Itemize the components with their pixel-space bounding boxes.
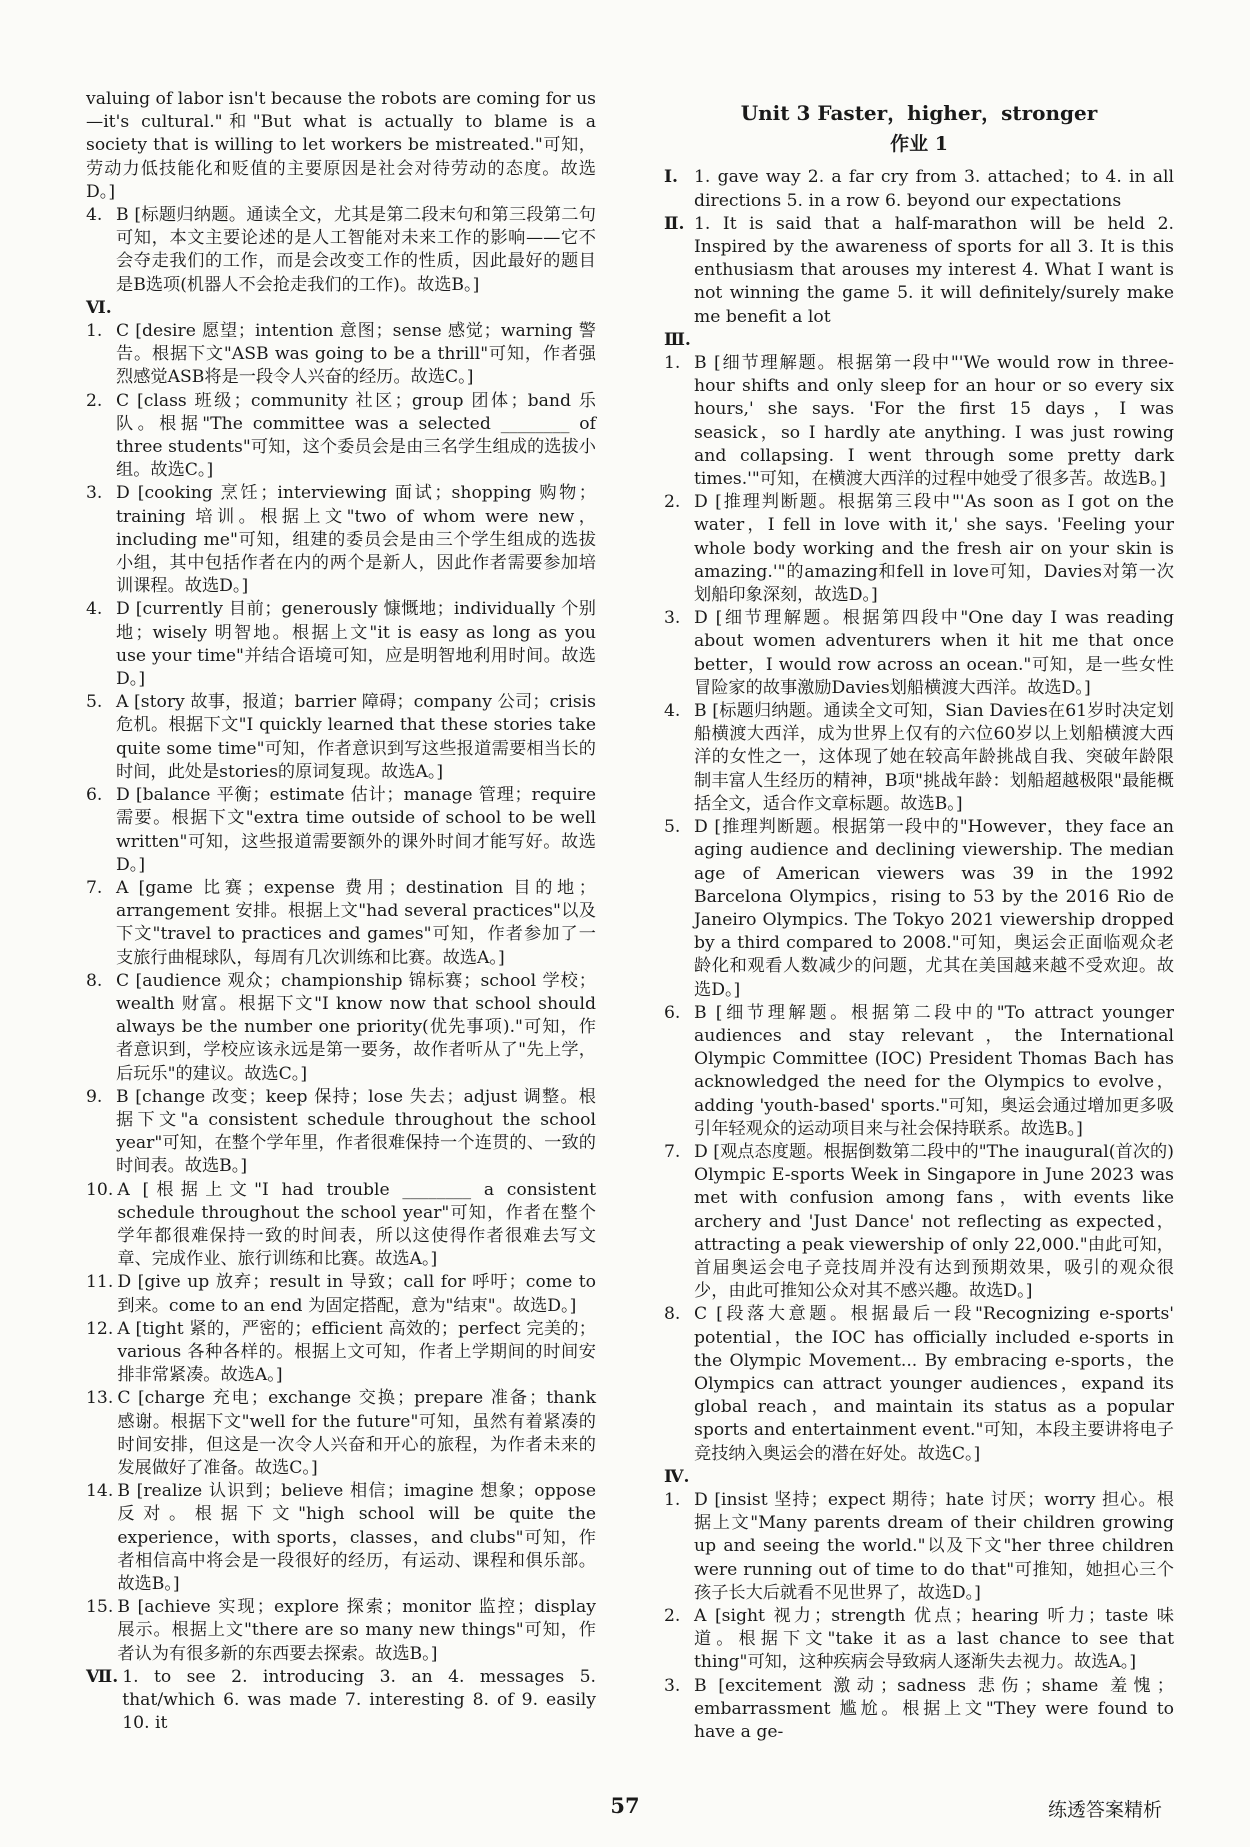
section-heading-7: Ⅶ.	[86, 1666, 119, 1687]
item-number: 3.	[664, 1675, 681, 1696]
item-number: 1.	[86, 321, 103, 342]
answer-item	[664, 607, 1174, 700]
answer-item	[86, 1318, 596, 1388]
item-text: D [give up 放弃；result in 导致；call for 呼吁；come to 到来。come to an end 为固定搭配，意为"结束"。故选D。]	[117, 1272, 596, 1316]
item-text: D [balance 平衡；estimate 估计；manage 管理；require 需要。根据下文"extra time outside of school to be well written"可知，这些报道需要额外的课外时间才能写好。故选D。]	[116, 785, 596, 875]
answer-item	[86, 1387, 596, 1480]
item-text: B [excitement 激动；sadness 悲伤；shame 羞愧；embarrassment 尴尬。根据上文"They were found to have a ge-	[694, 1675, 1174, 1743]
answer-item	[86, 204, 596, 297]
item-text: D [cooking 烹饪；interviewing 面试；shopping 购物；training 培训。根据上文"two of whom were new，including me"可知，组建的委员会是由三个学生组成的选拔小组，其中包括作者在内的两个是新人，因此作者需要参加培训课程。故选D。]	[116, 483, 596, 597]
item-text: D [insist 坚持；expect 期待；hate 讨厌；worry 担心。根据上文"Many parents dream of their children growing up and seeing the world."以及下文"her three children were running out of time to do that"可推知，她担心三个孩子长大后就看不见世界了，故选D。]	[694, 1489, 1174, 1603]
answer-item	[86, 320, 596, 390]
section-1	[664, 166, 1174, 212]
item-text: D [currently 目前；generously 慷慨地；individually 个别地；wisely 明智地。根据上文"it is easy as long as you use your time"并结合语境可知，应是明智地利用时间。故选D。]	[116, 599, 596, 690]
answer-item	[664, 1675, 1174, 1745]
answer-item	[664, 700, 1174, 816]
item-text: B [标题归纳题。通读全文，尤其是第二段末句和第三段第二句可知，本文主要论述的是人工智能对未来工作的影响——它不会夺走我们的工作，而是会改变工作的性质，因此最好的题目是B选项(机器人不会抢走我们的工作)。故选B。]	[116, 205, 596, 295]
answer-item	[86, 784, 596, 877]
item-number: 15.	[86, 1597, 114, 1618]
item-text: B [change 改变；keep 保持；lose 失去；adjust 调整。根据下文"a consistent schedule throughout the school year"可知，在整个学年里，作者很难保持一个连贯的、一致的时间表。故选B。]	[116, 1086, 596, 1177]
item-number: 4.	[86, 599, 103, 620]
answer-item	[86, 598, 596, 691]
item-number: 1.	[664, 353, 681, 374]
item-number: 10.	[86, 1179, 114, 1200]
item-number: 12.	[86, 1318, 114, 1339]
answer-item	[664, 1002, 1174, 1141]
item-number: 2.	[86, 390, 103, 411]
item-text: B [标题归纳题。通读全文可知，Sian Davies在61岁时决定划船横渡大西洋，成为世界上仅有的六位60岁以上划船横渡大西洋的女性之一，这体现了她在较高年龄挑战自我、突破年龄限制丰富人生经历的精神，B项"挑战年龄：划船超越极限"最能概括全文，适合作文章标题。故选B。]	[694, 701, 1174, 814]
section-heading-2: Ⅱ.	[664, 213, 685, 234]
answer-item	[664, 1141, 1174, 1303]
answer-item	[86, 1086, 596, 1179]
item-text: B [achieve 实现；explore 探索；monitor 监控；display 展示。根据上文"there are so many new things"可知，作者认为有很多新的东西要去探索。故选B。]	[117, 1597, 596, 1664]
item-number: 6.	[664, 1002, 681, 1023]
section-heading-1: Ⅰ.	[664, 167, 679, 188]
item-text: A [sight 视力；strength 优点；hearing 听力；taste 味道。根据下文"take it as a last chance to see that thing"可知，这种疾病会导致病人逐渐失去视力。故选A。]	[694, 1606, 1174, 1673]
answer-item	[86, 1480, 596, 1596]
item-number: 4.	[664, 701, 681, 722]
item-number: 11.	[86, 1272, 114, 1293]
left-column	[86, 88, 596, 1735]
item-text: A [story 故事，报道；barrier 障碍；company 公司；crisis 危机。根据下文"I quickly learned that these stories take quite some time"可知，作者意识到写这些报道需要相当长的时间，此处是stories的原词复现。故选A。]	[116, 692, 596, 782]
footer-text: 练透答案精析	[1047, 1799, 1162, 1821]
item-number: 2.	[664, 1606, 681, 1626]
item-number: 2.	[664, 492, 681, 513]
answer-item	[86, 1271, 596, 1317]
item-text: C [charge 充电；exchange 交换；prepare 准备；thank 感谢。根据下文"well for the future"可知，虽然有着紧凑的时间安排，但这是一次令人兴奋和开心的旅程，为作者未来的发展做好了准备。故选C。]	[117, 1388, 596, 1478]
section-heading-3: Ⅲ.	[664, 329, 691, 350]
item-text: D [推理判断题。根据第一段中的"However，they face an aging audience and declining viewership. The median age of American viewers was 39 in the 1992 Barcelona Olympics，rising to 53 by the 2016 Rio de Janeiro Olympics. The Tokyo 2021 viewership dropped by a third compared to 2008."可知，奥运会正面临观众老龄化和观看人数减少的问题，尤其在美国越来越不受欢迎。故选D。]	[694, 817, 1174, 1000]
item-number: 5.	[664, 817, 681, 838]
section-2-answers: 1. It is said that a half-marathon will be held 2. Inspired by the awareness of sports for all 3. It is this enthusiasm that arouses my interest 4. What I want is not winning the game 5. it will definitely/surely make me benefit a lot	[694, 213, 1174, 327]
answer-item	[664, 1303, 1174, 1465]
intro-paragraph: valuing of labor isn't because the robots are coming for us—it's cultural."和"But what is actually to blame is a society that is willing to let workers be mistreated."可知，劳动力低技能化和贬值的主要原因是社会对待劳动的态度。故选D。]	[86, 89, 596, 202]
item-text: C [desire 愿望；intention 意图；sense 感觉；warning 警告。根据下文"ASB was going to be a thrill"可知，作者强烈感觉ASB将是一段令人兴奋的经历。故选C。]	[116, 321, 596, 388]
item-text: A [game 比赛；expense 费用；destination 目的地；arrangement 安排。根据上文"had several practices"以及下文"travel to practices and games"可知，作者参加了一支旅行曲棍球队，每周有几次训练和比赛。故选A。]	[116, 877, 596, 968]
item-number: 7.	[664, 1141, 681, 1162]
page-number: 57	[610, 1793, 640, 1818]
answer-item	[664, 816, 1174, 1002]
item-text: B [细节理解题。根据第二段中的"To attract younger audiences and stay relevant，the International Olympic Committee (IOC) President Thomas Bach has acknowledged the need for the Olympics to evolve，adding 'youth-based' sports."可知，奥运会通过增加更多吸引年轻观众的运动项目来与社会保持联系。故选B。]	[694, 1002, 1174, 1139]
answer-item	[664, 1489, 1174, 1605]
item-text: C [audience 观众；championship 锦标赛；school 学校；wealth 财富。根据下文"I know now that school should always be the number one priority(优先事项)."可知，作者意识到，学校应该永远是第一要务，故作者听从了"先上学，后玩乐"的建议。故选C。]	[116, 970, 596, 1084]
answer-item	[664, 1605, 1174, 1675]
item-text: D [细节理解题。根据第四段中"One day I was reading about women adventurers when it hit me that once better，I would row across an ocean."可知，是一些女性冒险家的故事激励Davies划船横渡大西洋。故选D。]	[694, 608, 1174, 698]
section-7-answers: 1. to see 2. introducing 3. an 4. messages 5. that/which 6. was made 7. interesting 8. of 9. easily 10. it	[122, 1666, 596, 1734]
answer-item	[86, 691, 596, 784]
item-number: 7.	[86, 877, 103, 898]
item-number: 8.	[664, 1304, 681, 1325]
right-column	[664, 88, 1174, 1744]
answer-item	[664, 352, 1174, 491]
item-text: D [观点态度题。根据倒数第二段中的"The inaugural(首次的) Olympic E-sports Week in Singapore in June 2023 was met with confusion among fans，with events like archery and 'Just Dance' not reflecting as expected，attracting a peak viewership of only 22,000."由此可知，首届奥运会电子竞技周并没有达到预期效果，吸引的观众很少，由此可推知公众对其不感兴趣。故选D。]	[694, 1141, 1174, 1302]
item-text: A [tight 紧的，严密的；efficient 高效的；perfect 完美的；various 各种各样的。根据上文可知，作者上学期间的时间安排非常紧凑。故选A。]	[117, 1318, 596, 1386]
item-number: 3.	[664, 608, 681, 629]
item-text: C [class 班级；community 社区；group 团体；band 乐队。根据"The committee was a selected ________ of three students"可知，这个委员会是由三名学生组成的选拔小组。故选C。]	[116, 390, 596, 481]
item-number: 5.	[86, 692, 103, 713]
item-text: B [realize 认识到；believe 相信；imagine 想象；oppose 反对。根据下文"high school will be quite the experience，with sports，classes，and clubs"可知，作者相信高中将会是一段很好的经历，有运动、课程和俱乐部。故选B。]	[117, 1481, 596, 1594]
unit-title: Unit 3 Faster，higher，stronger	[740, 101, 1098, 125]
homework-title: 作业 1	[890, 133, 948, 156]
answer-item	[86, 970, 596, 1086]
answer-item	[86, 1596, 596, 1666]
section-heading-6: Ⅵ.	[86, 297, 112, 318]
section-7	[86, 1666, 596, 1736]
item-number: 13.	[86, 1388, 114, 1409]
item-number: 14.	[86, 1481, 114, 1502]
item-number: 4.	[86, 205, 103, 226]
answer-item	[86, 390, 596, 483]
answer-item	[664, 491, 1174, 607]
answer-item	[86, 877, 596, 970]
answer-item	[86, 1179, 596, 1272]
section-2	[664, 213, 1174, 329]
item-text: B [细节理解题。根据第一段中"'We would row in three-hour shifts and only sleep for an hour or so every six hours,' she says. 'For the first 15 days，I was seasick，so I hardly ate anything. I was just rowing and collapsing. I went through some pretty dark times.'"可知，在横渡大西洋的过程中她受了很多苦。故选B。]	[694, 353, 1174, 490]
item-number: 6.	[86, 785, 103, 806]
item-text: C [段落大意题。根据最后一段"Recognizing e-sports' potential，the IOC has officially included e-sports in the Olympic Movement... By embracing e-sports，the Olympics can attract younger audiences，expand its global reach，and maintain its status as a popular sports and entertainment event."可知，本段主要讲将电子竞技纳入奥运会的潜在好处。故选C。]	[694, 1304, 1174, 1464]
item-text: A [根据上文"I had trouble ________ a consistent schedule throughout the school year"可知，作者在整个学年都很难保持一致的时间表，所以这使得作者很难去写文章、完成作业、旅行训练和比赛。故选A。]	[117, 1179, 596, 1270]
item-number: 1.	[664, 1489, 681, 1510]
section-1-answers: 1. gave way 2. a far cry from 3. attached；to 4. in all directions 5. in a row 6. beyond our expectations	[694, 167, 1174, 211]
item-number: 8.	[86, 970, 103, 991]
item-number: 9.	[86, 1086, 103, 1107]
answer-item	[86, 482, 596, 598]
item-text: D [推理判断题。根据第三段中"'As soon as I got on the water，I fell in love with it,' she says. 'Feeling your whole body working and the fresh air on your skin is amazing.'"的amazing和fell in love可知，Davies对第一次划船印象深刻，故选D。]	[694, 492, 1174, 606]
item-number: 3.	[86, 483, 103, 504]
section-heading-4: Ⅳ.	[664, 1466, 690, 1487]
